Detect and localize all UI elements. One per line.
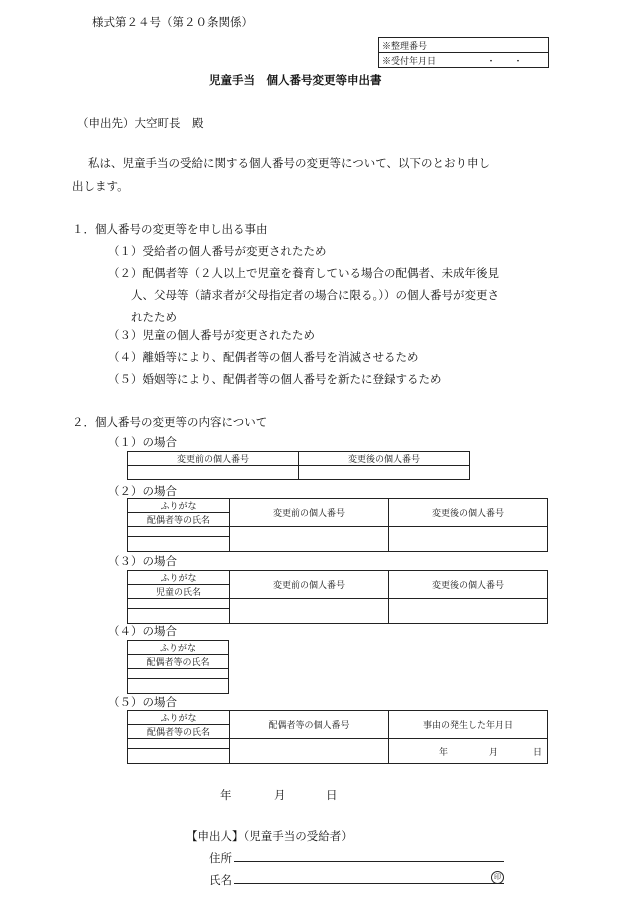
case2-label: （２）の場合 — [108, 484, 177, 498]
case5-year: 年 — [439, 748, 449, 758]
case1-before-digits[interactable] — [128, 466, 299, 480]
case5-furigana-field[interactable] — [128, 739, 230, 749]
section2-heading: ２．個人番号の変更等の内容について — [72, 415, 268, 429]
date-day: 日 — [326, 788, 338, 802]
addressee: （申出先）大空町長 殿 — [77, 116, 204, 130]
case2-before-digits[interactable] — [230, 527, 389, 552]
reason-item: （５）婚姻等により、配偶者等の個人番号を新たに登録するため — [108, 372, 442, 386]
case5-day: 日 — [533, 748, 543, 758]
case1-label: （１）の場合 — [108, 435, 177, 449]
case3-before-digits[interactable] — [230, 599, 389, 624]
case5-label: （５）の場合 — [108, 695, 177, 709]
case3-label: （３）の場合 — [108, 554, 177, 568]
case5-date-header: 事由の発生した年月日 — [389, 711, 548, 739]
case2-after-header: 変更後の個人番号 — [389, 499, 548, 527]
reason-item: （３）児童の個人番号が変更されたため — [108, 328, 315, 342]
case4-table — [127, 640, 229, 694]
case4-furigana-field[interactable] — [128, 669, 229, 679]
date-month: 月 — [274, 788, 286, 802]
case5-name-header: 配偶者等の氏名 — [128, 725, 230, 739]
case5-table — [127, 710, 548, 764]
case3-furigana-header: ふりがな — [128, 571, 230, 585]
registry-box — [378, 37, 549, 68]
page-title: 児童手当 個人番号変更等申出書 — [209, 73, 382, 87]
name-field[interactable] — [234, 883, 504, 884]
case5-name-field[interactable] — [128, 749, 230, 764]
receipt-date-dots: ・ ・ — [486, 56, 523, 67]
seal-mark: 印 — [491, 871, 504, 884]
applicant-heading: 【申出人】（児童手当の受給者） — [186, 829, 353, 843]
reason-item: （１）受給者の個人番号が変更されたため — [108, 244, 327, 258]
case2-table — [127, 498, 548, 552]
case2-before-header: 変更前の個人番号 — [230, 499, 389, 527]
section1-heading: １．個人番号の変更等を申し出る事由 — [72, 222, 268, 236]
address-label: 住所 — [209, 851, 232, 865]
reason-item: れたため — [131, 310, 177, 324]
case1-table — [127, 451, 470, 480]
case4-name-header: 配偶者等の氏名 — [128, 655, 229, 669]
intro-line-2: 出します。 — [72, 179, 129, 193]
case5-furigana-header: ふりがな — [128, 711, 230, 725]
case3-after-digits[interactable] — [389, 599, 548, 624]
case3-after-header: 変更後の個人番号 — [389, 571, 548, 599]
reason-item: （４）離婚等により、配偶者等の個人番号を消滅させるため — [108, 350, 419, 364]
case3-before-header: 変更前の個人番号 — [230, 571, 389, 599]
case1-after-digits[interactable] — [299, 466, 470, 480]
case2-furigana-header: ふりがな — [128, 499, 230, 513]
reason-item: （２）配偶者等（２人以上で児童を養育している場合の配偶者、未成年後見 — [108, 266, 499, 280]
admin-number-label: ※整理番号 — [379, 38, 549, 53]
case4-label: （４）の場合 — [108, 624, 177, 638]
case2-name-field[interactable] — [128, 537, 230, 552]
case3-name-header: 児童の氏名 — [128, 585, 230, 599]
case5-month: 月 — [489, 748, 499, 758]
case2-furigana-field[interactable] — [128, 527, 230, 537]
name-label: 氏名 — [209, 873, 232, 887]
receipt-date-label: ※受付年月日 ・ ・ — [379, 53, 549, 68]
case4-name-field[interactable] — [128, 679, 229, 694]
case4-furigana-header: ふりがな — [128, 641, 229, 655]
case3-furigana-field[interactable] — [128, 599, 230, 609]
intro-line-1: 私は、児童手当の受給に関する個人番号の変更等について、以下のとおり申し — [88, 156, 491, 170]
case2-name-header: 配偶者等の氏名 — [128, 513, 230, 527]
date-year: 年 — [220, 788, 232, 802]
case3-name-field[interactable] — [128, 609, 230, 624]
case3-table — [127, 570, 548, 624]
case5-number-digits[interactable] — [230, 739, 389, 764]
form-number: 様式第２４号（第２０条関係） — [92, 15, 253, 29]
address-field[interactable] — [234, 861, 504, 862]
case1-before-header: 変更前の個人番号 — [128, 452, 299, 466]
reason-item: 人、父母等（請求者が父母指定者の場合に限る。））の個人番号が変更さ — [131, 288, 499, 302]
case5-number-header: 配偶者等の個人番号 — [230, 711, 389, 739]
case1-after-header: 変更後の個人番号 — [299, 452, 470, 466]
case2-after-digits[interactable] — [389, 527, 548, 552]
case5-date-field[interactable] — [389, 739, 548, 764]
